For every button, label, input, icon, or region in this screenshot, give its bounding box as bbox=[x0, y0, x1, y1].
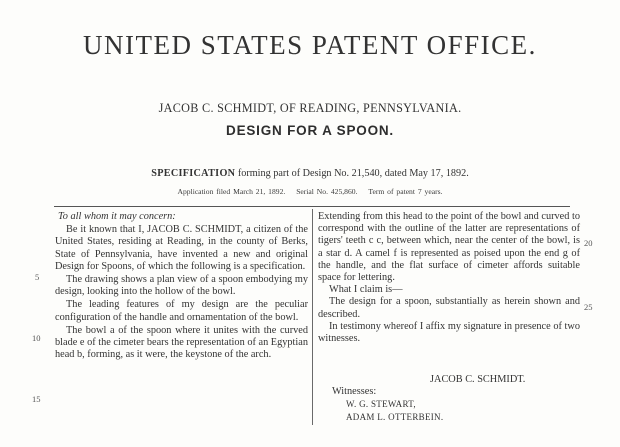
claim-heading: What I claim is— bbox=[329, 284, 403, 296]
left-column bbox=[55, 211, 308, 361]
salutation: To all whom it may concern: bbox=[58, 211, 176, 222]
paragraph-intro: Be it known that I, JACOB C. SCHMIDT, a citizen of the United States, residing at Reading, in the county of Berks, State of Pennsylvania, have invented a new and original Design for Spoons, of which the following is a specification. bbox=[55, 224, 308, 272]
witnesses-label: Witnesses: bbox=[332, 386, 377, 397]
paragraph-ornament: Extending from this head to the point of the bowl and curved to correspond with the outline of the latter are representations of tigers' teeth c c, between which, near the center of the bowl, is a star d. A camel f is represented as poised upon the end g of the handle, and the flat surface of cimeter affords suitable space for lettering. bbox=[318, 211, 580, 284]
application-line bbox=[0, 187, 620, 196]
line-number: 10 bbox=[32, 333, 41, 343]
header-rule bbox=[54, 206, 570, 207]
witness-two: ADAM L. OTTERBEIN. bbox=[346, 412, 444, 422]
serial-number: Serial No. 425,860. bbox=[296, 187, 358, 196]
line-number: 15 bbox=[32, 394, 41, 404]
right-column bbox=[318, 211, 580, 345]
paragraph-claim: The design for a spoon, substantially as herein shown and described. bbox=[318, 296, 580, 320]
specification-line bbox=[0, 168, 620, 179]
inventor-line: JACOB C. SCHMIDT, OF READING, PENNSYLVANIA. bbox=[158, 101, 462, 115]
design-title: DESIGN FOR A SPOON. bbox=[226, 123, 394, 138]
line-number: 20 bbox=[584, 238, 593, 248]
patent-term: Term of patent 7 years. bbox=[368, 187, 443, 196]
witness-one: W. G. STEWART, bbox=[346, 399, 416, 409]
paragraph-features: The leading features of my design are the peculiar configuration of the handle and ornamentation of the bowl. bbox=[55, 299, 308, 323]
specification-lead: SPECIFICATION bbox=[151, 168, 236, 179]
paragraph-drawing: The drawing shows a plan view of a spoon embodying my design, looking into the hollow of the bowl. bbox=[55, 274, 308, 298]
inventor-signature: JACOB C. SCHMIDT. bbox=[430, 374, 526, 385]
paragraph-bowl: The bowl a of the spoon where it unites with the curved blade e of the cimeter bears the representation of an Egyptian head b, forming, as it were, the keystone of the arch. bbox=[55, 324, 308, 361]
line-number: 25 bbox=[584, 302, 593, 312]
line-number: 5 bbox=[35, 272, 40, 282]
application-date: Application filed March 21, 1892. bbox=[177, 187, 286, 196]
paragraph-testimony: In testimony whereof I affix my signature in presence of two witnesses. bbox=[318, 320, 580, 345]
office-heading: UNITED STATES PATENT OFFICE. bbox=[83, 30, 537, 60]
specification-rest: forming part of Design No. 21,540, dated May 17, 1892. bbox=[235, 168, 469, 179]
column-divider bbox=[312, 209, 313, 425]
